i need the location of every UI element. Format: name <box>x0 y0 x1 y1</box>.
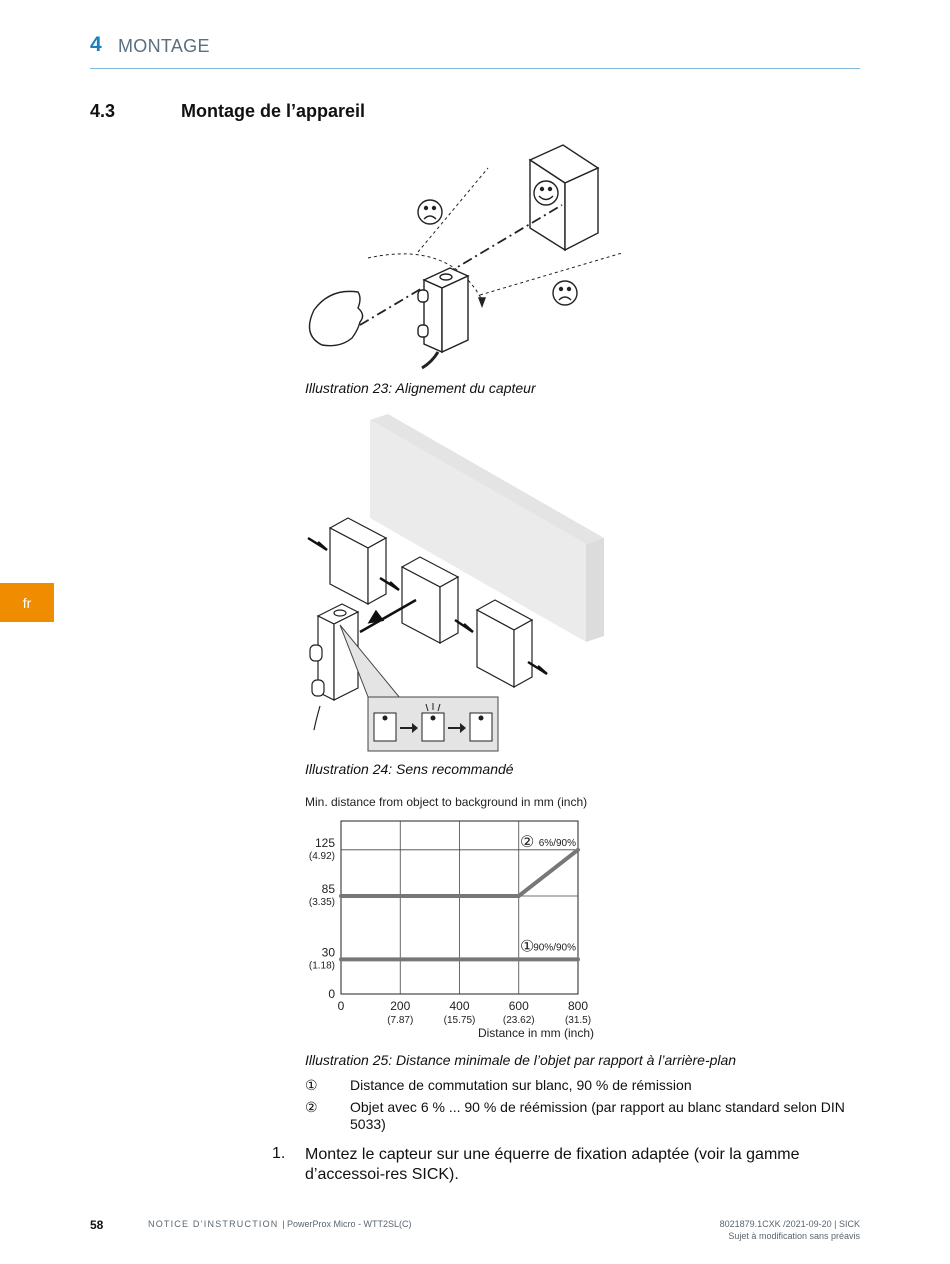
sensor-device <box>310 604 358 730</box>
x-axis-ticks <box>338 999 591 1026</box>
x-tick-label: 200 <box>390 999 411 1013</box>
y-tick-inch-label: (1.18) <box>308 960 335 972</box>
figure-25-caption: Illustration 25: Distance minimale de l’objet par rapport à l’arrière-plan <box>305 1052 737 1068</box>
page-number: 58 <box>90 1218 104 1232</box>
language-tab <box>0 583 54 622</box>
x-tick-label: 600 <box>508 999 529 1013</box>
led-sequence-inset <box>368 697 498 751</box>
footer-right <box>720 1218 860 1242</box>
x-tick-label: 0 <box>337 999 345 1013</box>
y-tick-label: 30 <box>321 945 335 960</box>
chapter-title: MONTAGE <box>118 36 210 56</box>
object-box <box>330 518 386 604</box>
chart-title: Min. distance from object to background in mm (inch) <box>305 795 588 809</box>
legend-text: Distance de commutation sur blanc, 90 % de rémission <box>350 1077 692 1093</box>
chapter-number: 4 <box>90 33 102 56</box>
section-number: 4.3 <box>90 101 116 121</box>
step-number: 1. <box>272 1145 286 1162</box>
x-tick-inch-label: (23.62) <box>502 1015 535 1026</box>
legend-number: ① <box>305 1077 318 1093</box>
observer-head <box>310 291 363 345</box>
object-box <box>402 557 458 643</box>
min-distance-chart <box>300 792 610 1044</box>
product-name: | PowerProx Micro - WTT2SL(C) <box>282 1219 412 1229</box>
series-marker: ① <box>520 938 535 956</box>
figure-23-caption: Illustration 23: Alignement du capteur <box>305 380 536 396</box>
doc-type: NOTICE D’INSTRUCTION <box>148 1219 279 1229</box>
series-label: 6%/90% <box>538 837 576 849</box>
x-axis-label: Distance in mm (inch) <box>477 1026 594 1040</box>
y-tick-inch-label: (3.35) <box>308 896 335 908</box>
header-rule <box>90 68 860 69</box>
legend-text: Objet avec 6 % ... 90 % de réémission (par rapport au blanc standard selon DIN 5033) <box>350 1099 845 1132</box>
x-tick-inch-label: (7.87) <box>387 1015 414 1026</box>
language-tab-label: fr <box>22 594 32 611</box>
figure-24-caption: Illustration 24: Sens recommandé <box>305 761 514 777</box>
object-box <box>477 600 532 687</box>
step-text: Montez le capteur sur une équerre de fixation adaptée (voir la gamme d’accessoi-res SICK). <box>305 1146 800 1183</box>
x-tick-inch-label: (31.5) <box>564 1015 592 1026</box>
recommended-direction-illustration <box>300 410 620 755</box>
doc-id: 8021879.1CXK /2021-09-20 | SICK <box>719 1219 860 1229</box>
y-axis-ticks <box>309 836 335 1001</box>
y-tick-label: 0 <box>328 987 335 1001</box>
legend-number: ② <box>305 1099 318 1115</box>
sensor-device <box>418 268 468 368</box>
series-marker: ② <box>520 833 535 851</box>
section-title: Montage de l’appareil <box>181 101 366 121</box>
x-tick-label: 800 <box>567 999 589 1013</box>
sensor-alignment-illustration <box>300 140 640 380</box>
y-tick-inch-label: (4.92) <box>308 850 335 862</box>
y-tick-label: 85 <box>321 881 335 896</box>
disclaimer: Sujet à modification sans préavis <box>728 1231 860 1241</box>
y-tick-label: 125 <box>314 835 335 850</box>
sad-face-icon <box>553 281 577 305</box>
sad-face-icon <box>418 200 442 224</box>
series-label: 90%/90% <box>533 942 576 954</box>
footer-doc-label <box>148 1219 412 1229</box>
x-tick-inch-label: (15.75) <box>443 1015 476 1026</box>
x-tick-label: 400 <box>449 999 470 1013</box>
